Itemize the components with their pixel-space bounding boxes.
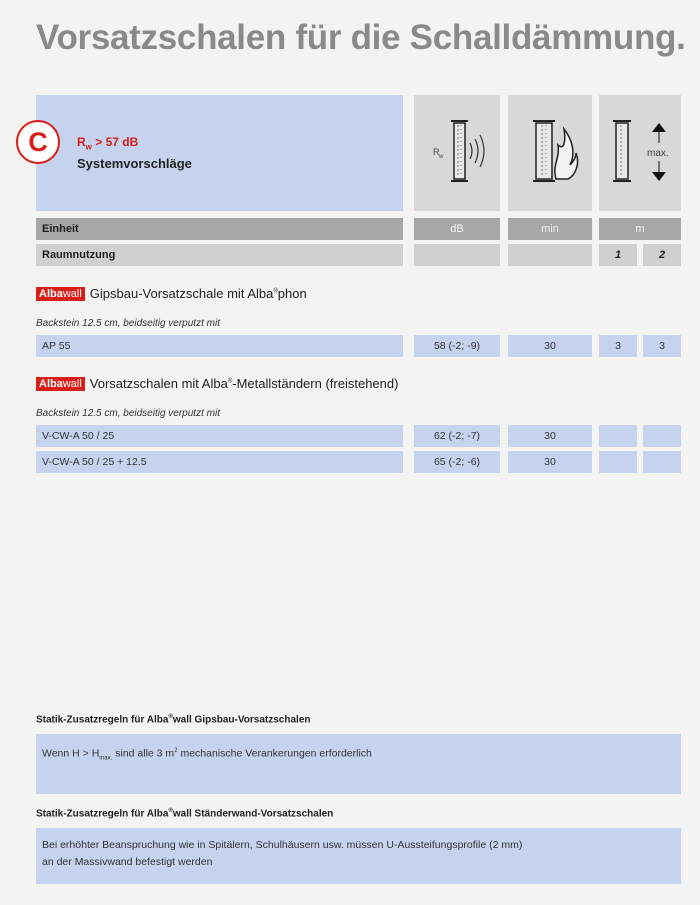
statik-note-line-1: Bei erhöhter Beanspruchung wie in Spitälern, Schulhäusern usw. müssen U-Aussteifungsprofile (2 mm) bbox=[42, 839, 523, 851]
statik-note-line-2: an der Massivwand befestigt werden bbox=[42, 856, 213, 868]
unit-m: m bbox=[599, 218, 681, 240]
min-value: 30 bbox=[508, 335, 592, 357]
height-value-2 bbox=[643, 451, 681, 473]
albawall-logo: Albawall bbox=[36, 377, 85, 391]
min-value: 30 bbox=[508, 451, 592, 473]
table-row: V-CW-A 50 / 25 + 12.5 bbox=[36, 451, 403, 473]
rw-value: 62 (-2; -7) bbox=[414, 425, 500, 447]
rw-value: 58 (-2; -9) bbox=[414, 335, 500, 357]
unit-min: min bbox=[508, 218, 592, 240]
statik-heading-staenderwand: Statik-Zusatzregeln für Alba®wall Ständerwand-Vorsatzschalen bbox=[36, 808, 334, 820]
table-row: V-CW-A 50 / 25 bbox=[36, 425, 403, 447]
height-value-1 bbox=[599, 425, 637, 447]
height-value-1: 3 bbox=[599, 335, 637, 357]
category-badge: C bbox=[16, 120, 60, 164]
svg-text:w: w bbox=[439, 154, 444, 160]
table-row: AP 55 bbox=[36, 335, 403, 357]
height-value-2 bbox=[643, 425, 681, 447]
rw-rating: $R_w > 57$ dB bbox=[77, 135, 139, 152]
section-heading-metallstaender: Albawall Vorsatzschalen mit Alba®-Metallständern (freistehend) bbox=[36, 376, 398, 391]
raumnutzung-db-cell bbox=[414, 244, 500, 266]
section-subhead: Backstein 12.5 cm, beidseitig verputzt mit bbox=[36, 318, 220, 329]
rw-value: 65 (-2; -6) bbox=[414, 451, 500, 473]
unit-db: dB bbox=[414, 218, 500, 240]
svg-text:R: R bbox=[433, 147, 440, 157]
height-value-1 bbox=[599, 451, 637, 473]
page-title: Vorsatzschalen für die Schalldämmung. bbox=[36, 18, 686, 57]
min-value: 30 bbox=[508, 425, 592, 447]
fire-resistance-icon bbox=[508, 95, 592, 211]
sound-insulation-icon bbox=[414, 95, 500, 211]
statik-note-staenderwand bbox=[36, 828, 681, 884]
height-value-2: 3 bbox=[643, 335, 681, 357]
raumnutzung-col-1: 1 bbox=[599, 244, 637, 266]
statik-heading-gipsbau: Statik-Zusatzregeln für Alba®wall Gipsbau-Vorsatzschalen bbox=[36, 714, 311, 726]
raumnutzung-col-2: 2 bbox=[643, 244, 681, 266]
hero-subtitle: Systemvorschläge bbox=[77, 156, 192, 171]
section-heading-gipsbau: Albawall Gipsbau-Vorsatzschale mit Alba®phon bbox=[36, 286, 307, 301]
max-height-icon bbox=[599, 95, 681, 211]
raumnutzung-min-cell bbox=[508, 244, 592, 266]
section-subhead: Backstein 12.5 cm, beidseitig verputzt mit bbox=[36, 408, 220, 419]
raumnutzung-label: Raumnutzung bbox=[36, 244, 403, 266]
svg-text:max.: max. bbox=[647, 148, 669, 159]
statik-note-gipsbau: Wenn $H > H_{max.}$ sind alle 3 $m^2$ mechanische Verankerungen erforderlich bbox=[36, 734, 681, 794]
hero-panel bbox=[36, 95, 403, 211]
albawall-logo: Albawall bbox=[36, 287, 85, 301]
einheit-label: Einheit bbox=[36, 218, 403, 240]
